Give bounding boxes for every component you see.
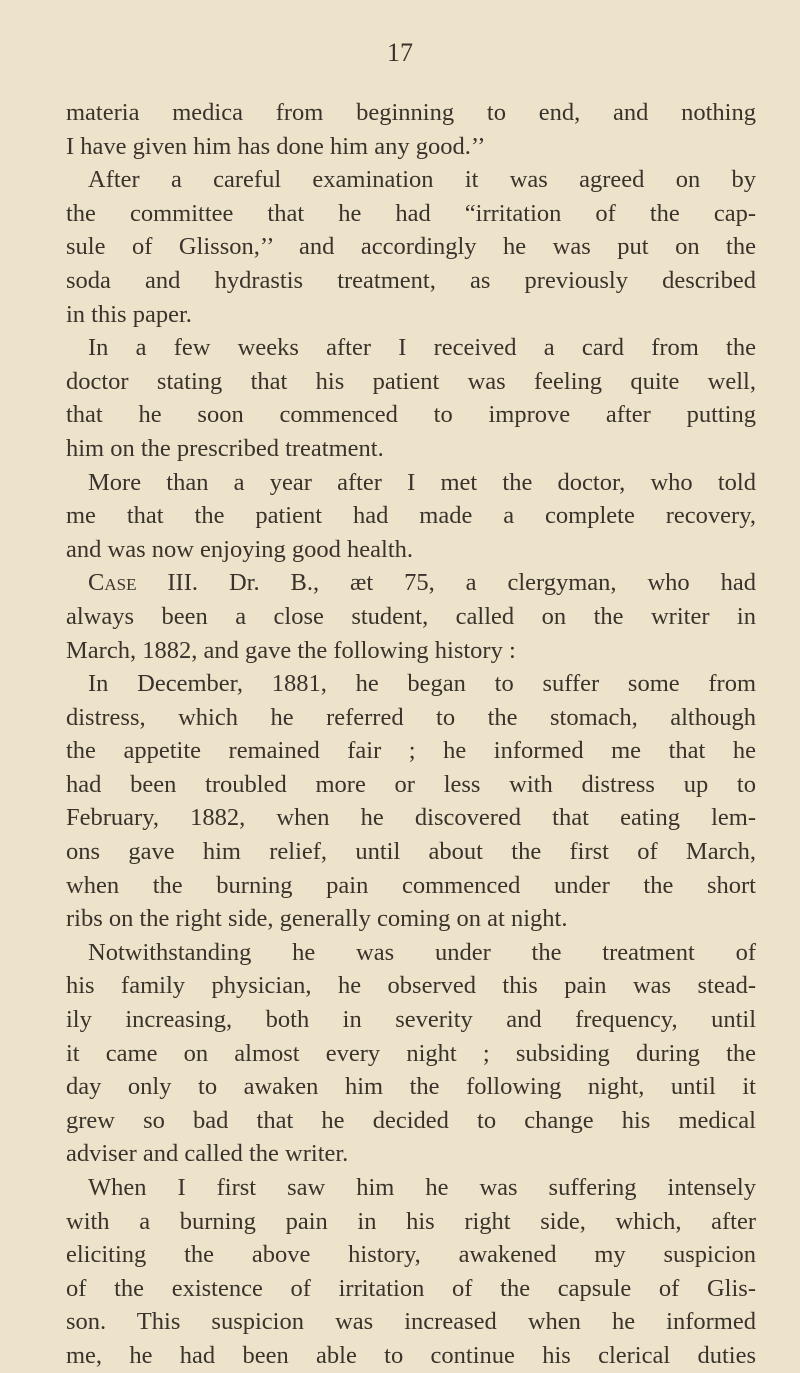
text-line: ribs on the right side, generally coming on at night.	[66, 905, 568, 933]
text-line: ons gave him relief, until about the first of March,	[66, 838, 756, 866]
text-line: sule of Glisson,’’ and accordingly he was put on the	[66, 233, 756, 261]
case-heading: Case	[88, 569, 137, 597]
text-line: of the existence of irritation of the capsule of Glis-	[66, 1274, 756, 1302]
text-line: always been a close student, called on the writer in	[66, 602, 756, 630]
text-line: adviser and called the writer.	[66, 1140, 349, 1168]
text-line: More than a year after I met the doctor, who told	[88, 468, 756, 496]
text-line: Notwithstanding he was under the treatment of	[88, 938, 756, 966]
text-line: In December, 1881, he began to suffer some from	[88, 670, 756, 698]
text-line: it came on almost every night ; subsiding during the	[66, 1039, 756, 1067]
text-line: materia medica from beginning to end, and nothing	[66, 99, 756, 126]
text-line: doctor stating that his patient was feeling quite well,	[66, 367, 756, 395]
text-line: his family physician, he observed this pain was stead-	[66, 972, 756, 1000]
text-line: him on the prescribed treatment.	[66, 434, 384, 462]
page-number: 17	[387, 38, 413, 67]
text-line: February, 1882, when he discovered that eating lem-	[66, 804, 756, 832]
body-text	[66, 96, 756, 1373]
text-line: me, he had been able to continue his clerical duties	[66, 1341, 756, 1369]
text-line: day only to awaken him the following night, until it	[66, 1073, 756, 1101]
text-line: In a few weeks after I received a card from the	[88, 334, 756, 362]
text-line: in this paper.	[66, 300, 192, 328]
text-line: grew so bad that he decided to change his medical	[66, 1106, 756, 1134]
text-line: with a burning pain in his right side, which, after	[66, 1207, 756, 1235]
text-line: ily increasing, both in severity and frequency, until	[66, 1006, 756, 1034]
text-line: I have given him has done him any good.’’	[66, 132, 486, 160]
text-line: the committee that he had “irritation of the cap-	[66, 199, 756, 227]
text-line: soda and hydrastis treatment, as previously described	[66, 266, 756, 294]
text-line: son. This suspicion was increased when he informed	[66, 1308, 756, 1336]
text-line: had been troubled more or less with distress up to	[66, 770, 756, 798]
text-line: distress, which he referred to the stomach, although	[66, 703, 756, 731]
text-line: When I first saw him he was suffering intensely	[88, 1174, 756, 1201]
text-line: After a careful examination it was agreed on by	[88, 166, 756, 194]
text-line: that he soon commenced to improve after putting	[66, 401, 756, 429]
text-line: when the burning pain commenced under the short	[66, 871, 756, 899]
text-line: and was now enjoying good health.	[66, 535, 414, 563]
text-line: March, 1882, and gave the following history :	[66, 636, 516, 664]
text-line: Case III. Dr. B., æt 75, a clergyman, who had	[88, 569, 756, 597]
text-line: me that the patient had made a complete recovery,	[66, 502, 756, 530]
text-line: the appetite remained fair ; he informed me that he	[66, 737, 756, 765]
text-line: eliciting the above history, awakened my suspicion	[66, 1241, 756, 1269]
